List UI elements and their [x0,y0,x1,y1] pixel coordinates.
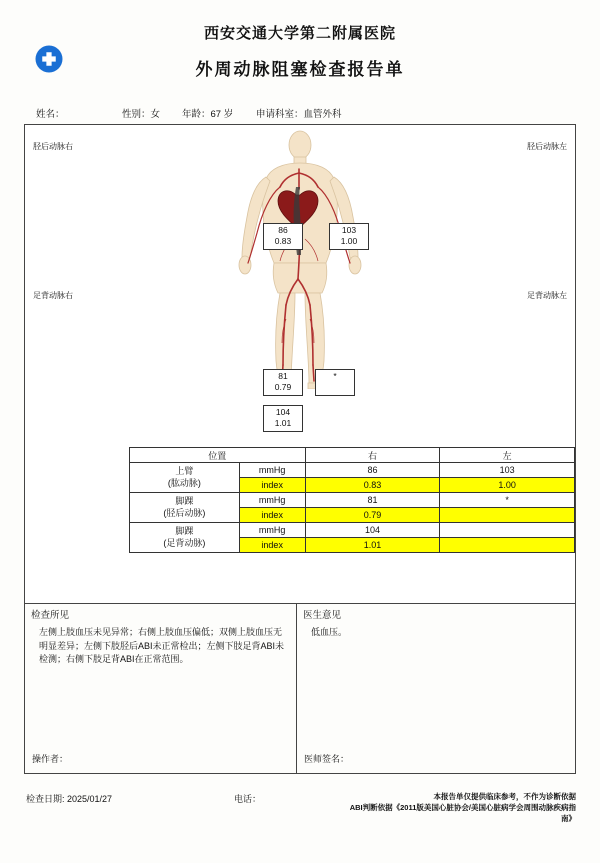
footer-note-line1: 本报告单仅提供临床参考，不作为诊断依据 [433,792,576,801]
table-header-row [130,448,575,463]
footer-disclaimer [344,792,576,825]
value-box-ankle-dorsalis-right: 104 1.01 [263,405,303,432]
table-row [130,463,575,478]
operator-label: 操作者： [32,754,69,764]
label-dorsalis-right: 足背动脉右 [33,291,73,300]
cell-dorsalis-right-mmhg: 104 [305,523,440,538]
patient-name-label: 姓名： [36,109,65,120]
unit-index: index [239,508,305,523]
site-ankle-tibial-line2: (胫后动脉) [163,507,206,518]
cell-dorsalis-left-mmhg [440,523,575,538]
unit-mmhg: mmHg [239,523,305,538]
table-row [130,493,575,508]
site-upper-arm [130,463,240,493]
unit-index: index [239,478,305,493]
page-title: 外周动脉阻塞检查报告单 [195,60,405,79]
arterial-anatomy-illustration [200,129,400,389]
patient-age: 年龄：67 岁 [182,109,234,120]
value-box-arm-right: 86 0.83 [263,223,303,250]
cell-tibial-left-index [440,508,575,523]
label-dorsalis-left: 足背动脉左 [527,291,567,300]
site-ankle-dorsalis-line1: 脚踝 [175,526,194,537]
opinion-section [297,604,575,773]
telephone-label: 电话： [234,794,262,804]
unit-mmhg: mmHg [239,463,305,478]
site-upper-arm-line1: 上臂 [175,466,194,477]
unit-mmhg: mmHg [239,493,305,508]
measurement-table [129,447,575,553]
unit-index: index [239,538,305,553]
cell-arm-left-mmhg: 103 [440,463,575,478]
header-left: 左 [440,448,575,463]
hospital-cross-icon [34,44,64,74]
findings-section [25,604,297,773]
value-box-ankle-tibial-right: 81 0.79 [263,369,303,396]
patient-info [36,106,566,120]
diagram-and-table-box [24,124,576,604]
hospital-name: 西安交通大学第二附属医院 [203,25,396,42]
footer-note-line2: ABI判断依据《2011版美国心脏协会/美国心脏病学会周围动脉疾病指南》 [349,802,576,823]
site-upper-arm-line2: (肱动脉) [167,477,201,488]
cell-tibial-right-mmhg: 81 [305,493,440,508]
header-site: 位置 [130,448,306,463]
cell-tibial-left-mmhg: * [440,493,575,508]
header-right: 右 [305,448,440,463]
patient-department: 申请科室：血管外科 [256,109,342,120]
cell-dorsalis-left-index [440,538,575,553]
label-tibial-left: 胫后动脉左 [527,142,567,151]
signature-row [24,752,576,765]
table-row [130,523,575,538]
cell-arm-right-mmhg: 86 [305,463,440,478]
label-tibial-right: 胫后动脉右 [33,142,73,151]
report-footer [24,792,576,825]
findings-title: 检查所见 [31,610,70,621]
site-ankle-dorsalis [130,523,240,553]
cell-dorsalis-right-index: 1.01 [305,538,440,553]
findings-text: 左侧上肢血压未见异常；右侧上肢血压偏低；双侧上肢血压无明显差异；左侧下肢胫后ABI未正常检出；左侧下肢足背ABI未检测；右侧下肢足背ABI在正常范围。 [39,627,285,665]
cell-arm-left-index: 1.00 [440,478,575,493]
patient-sex: 性别：女 [122,109,161,120]
cell-arm-right-index: 0.83 [305,478,440,493]
cell-tibial-right-index: 0.79 [305,508,440,523]
site-ankle-dorsalis-line2: (足背动脉) [163,537,206,548]
report-header [0,0,600,80]
site-ankle-tibial [130,493,240,523]
opinion-text: 低血压。 [311,627,348,638]
findings-opinion-box [24,604,576,774]
value-box-arm-left: 103 1.00 [329,223,369,250]
exam-date: 检查日期: 2025/01/27 [26,794,113,804]
opinion-title: 医生意见 [303,610,342,621]
site-ankle-tibial-line1: 脚踝 [175,496,194,507]
value-box-ankle-tibial-left: * [315,369,355,396]
doctor-signature-label: 医师签名： [304,754,350,764]
